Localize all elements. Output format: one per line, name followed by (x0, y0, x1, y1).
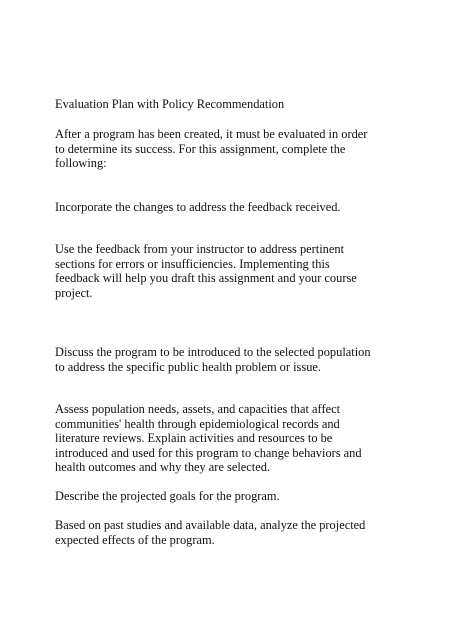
population-needs-paragraph: Assess population needs, assets, and capacities that affect communities' health through epidemiological records and literature reviews. Explain activities and resources to be introduced and used for this program to change behaviors and health outcomes and why they are selected. (55, 402, 362, 475)
projected-effects-paragraph: Based on past studies and available data, analyze the projected expected effects of the program. (55, 518, 366, 547)
feedback-details-paragraph: Use the feedback from your instructor to address pertinent sections for errors or insufficiencies. Implementing this feedback will help you draft this assignment and your course project. (55, 242, 357, 300)
projected-goals-paragraph: Describe the projected goals for the program. (55, 489, 280, 503)
program-discussion-paragraph: Discuss the program to be introduced to the selected population to address the specific public health problem or issue. (55, 345, 371, 374)
document-title: Evaluation Plan with Policy Recommendation (55, 97, 285, 111)
intro-paragraph: After a program has been created, it must be evaluated in order to determine its success. For this assignment, complete the following: (55, 127, 368, 171)
feedback-instruction-paragraph: Incorporate the changes to address the feedback received. (55, 200, 341, 214)
